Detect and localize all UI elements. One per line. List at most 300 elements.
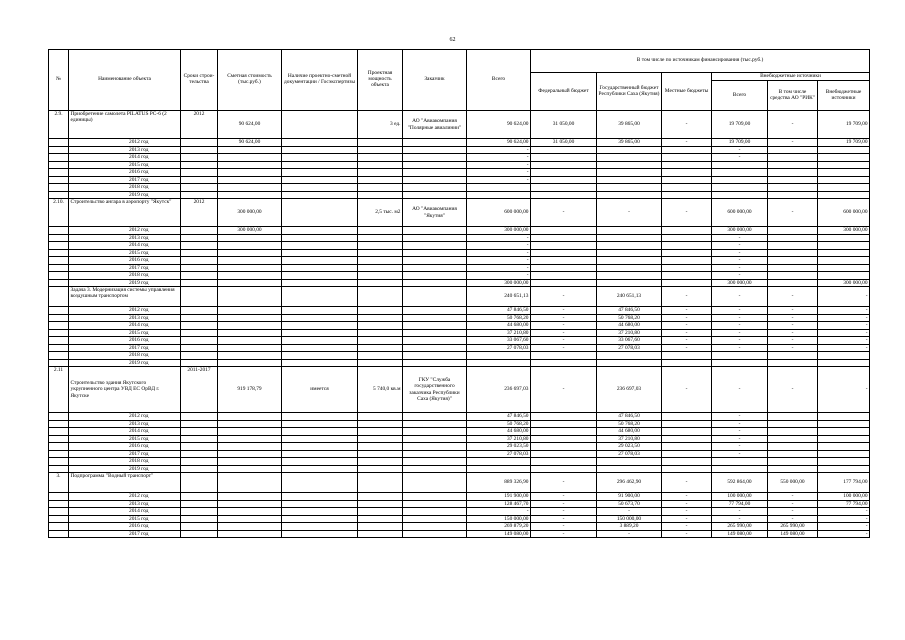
cell-loc	[662, 257, 712, 265]
header-term: Сроки строи-тельства	[181, 50, 218, 111]
cell-cap	[358, 191, 403, 199]
cell-cust	[403, 352, 467, 360]
cell-rik: -	[768, 329, 818, 337]
cell-num	[49, 413, 69, 421]
cell-name: 2018 год	[69, 184, 181, 192]
cell-num	[49, 249, 69, 257]
cell-cap	[358, 344, 403, 352]
header-name: Наименование объекта	[69, 50, 181, 111]
cell-num	[49, 264, 69, 272]
cell-oth: -	[818, 337, 870, 345]
cell-num	[49, 176, 69, 184]
cell-num	[49, 242, 69, 250]
cell-oth	[818, 249, 870, 257]
cell-rep: 39 865,00	[597, 139, 662, 147]
cell-num	[49, 420, 69, 428]
cell-obt: 19 709,00	[712, 111, 768, 139]
cell-rep: 47 846,50	[597, 307, 662, 315]
cell-cost	[218, 322, 282, 330]
cell-num	[49, 322, 69, 330]
cell-term	[181, 344, 218, 352]
cell-cost: 90 624,00	[218, 111, 282, 139]
cell-cap	[358, 264, 403, 272]
cell-cap	[358, 352, 403, 360]
cell-rep: 236 697,03	[597, 367, 662, 413]
cell-rep: 150 000,00	[597, 515, 662, 523]
cell-fed: -	[531, 344, 597, 352]
cell-obt: -	[712, 428, 768, 436]
cell-num	[49, 184, 69, 192]
cell-loc	[662, 249, 712, 257]
cell-cap	[358, 139, 403, 147]
cell-cust	[403, 443, 467, 451]
cell-rik	[768, 176, 818, 184]
cell-total: 33 067,60	[467, 337, 531, 345]
cell-loc	[662, 428, 712, 436]
cell-docs	[282, 161, 358, 169]
cell-total: 240 651,13	[467, 287, 531, 307]
cell-term	[181, 515, 218, 523]
cell-total: -	[467, 169, 531, 177]
cell-obt: 77 794,00	[712, 500, 768, 508]
cell-obt	[712, 161, 768, 169]
cell-cust: АО "Авиакомпания "Полярные авиалинии"	[403, 111, 467, 139]
cell-num	[49, 428, 69, 436]
cell-cust	[403, 523, 467, 531]
cell-cost: 300 000,00	[218, 199, 282, 227]
cell-fed	[531, 450, 597, 458]
cell-cost	[218, 161, 282, 169]
cell-loc	[662, 450, 712, 458]
cell-cust	[403, 420, 467, 428]
cell-docs	[282, 279, 358, 287]
cell-rik	[768, 249, 818, 257]
cell-rep: 50 673,70	[597, 500, 662, 508]
cell-cust	[403, 279, 467, 287]
cell-oth: -	[818, 314, 870, 322]
cell-loc	[662, 184, 712, 192]
cell-obt	[712, 176, 768, 184]
cell-name: 2017 год	[69, 450, 181, 458]
cell-oth	[818, 428, 870, 436]
cell-cost	[218, 493, 282, 501]
cell-docs	[282, 322, 358, 330]
cell-obt: -	[712, 242, 768, 250]
cell-loc	[662, 264, 712, 272]
cell-obt: -	[712, 450, 768, 458]
cell-oth	[818, 272, 870, 280]
cell-oth: 177 794,00	[818, 473, 870, 493]
cell-docs	[282, 344, 358, 352]
cell-total: -	[467, 264, 531, 272]
cell-obt: -	[712, 272, 768, 280]
cell-cust	[403, 191, 467, 199]
cell-loc	[662, 234, 712, 242]
cell-term: 2012	[181, 111, 218, 139]
table-body	[49, 111, 870, 538]
cell-cost	[218, 508, 282, 516]
cell-name: 2019 год	[69, 359, 181, 367]
table-row-year	[49, 428, 870, 436]
cell-oth	[818, 242, 870, 250]
cell-num	[49, 465, 69, 473]
cell-obt	[712, 184, 768, 192]
cell-docs	[282, 191, 358, 199]
cell-oth	[818, 169, 870, 177]
table-row-year	[49, 443, 870, 451]
cell-docs	[282, 154, 358, 162]
cell-rik: -	[768, 287, 818, 307]
cell-term	[181, 413, 218, 421]
cell-rik	[768, 428, 818, 436]
table-row-year	[49, 257, 870, 265]
cell-cost	[218, 272, 282, 280]
cell-cost	[218, 465, 282, 473]
cell-total: -	[467, 234, 531, 242]
cell-obt: -	[712, 337, 768, 345]
cell-oth: -	[818, 523, 870, 531]
cell-total: -	[467, 242, 531, 250]
cell-term	[181, 443, 218, 451]
cell-rik: -	[768, 344, 818, 352]
cell-cost	[218, 337, 282, 345]
cell-num	[49, 515, 69, 523]
cell-fed	[531, 443, 597, 451]
cell-cost	[218, 443, 282, 451]
cell-rik: -	[768, 337, 818, 345]
cell-name: 2013 год	[69, 500, 181, 508]
cell-num	[49, 435, 69, 443]
cell-loc	[662, 435, 712, 443]
cell-oth: -	[818, 329, 870, 337]
cell-fed: -	[531, 530, 597, 538]
cell-loc: -	[662, 473, 712, 493]
cell-rik	[768, 443, 818, 451]
cell-docs	[282, 450, 358, 458]
cell-oth: -	[818, 367, 870, 413]
cell-fed	[531, 465, 597, 473]
cell-docs	[282, 493, 358, 501]
cell-num	[49, 344, 69, 352]
cell-loc: -	[662, 530, 712, 538]
cell-oth	[818, 413, 870, 421]
cell-fed	[531, 257, 597, 265]
cell-name: Строительство ангара в аэропорту "Якутск"	[69, 199, 181, 227]
cell-oth: -	[818, 322, 870, 330]
cell-cust	[403, 450, 467, 458]
cell-obt: -	[712, 146, 768, 154]
cell-num	[49, 352, 69, 360]
cell-oth	[818, 146, 870, 154]
cell-rep: -	[597, 199, 662, 227]
cell-obt: 265 990,00	[712, 523, 768, 531]
cell-term	[181, 523, 218, 531]
table-row-year	[49, 314, 870, 322]
cell-fed: -	[531, 314, 597, 322]
cell-cap	[358, 359, 403, 367]
cell-name: 2015 год	[69, 249, 181, 257]
page-number: 62	[449, 37, 456, 43]
cell-total: 600 000,00	[467, 199, 531, 227]
cell-term	[181, 420, 218, 428]
cell-cust	[403, 242, 467, 250]
cell-obt: -	[712, 435, 768, 443]
cell-docs	[282, 314, 358, 322]
cell-cap	[358, 493, 403, 501]
cell-loc: -	[662, 337, 712, 345]
cell-docs	[282, 523, 358, 531]
cell-total	[467, 465, 531, 473]
cell-total: 44 680,00	[467, 428, 531, 436]
header-offbudget: Внебюджетные источники	[712, 73, 870, 81]
cell-cap	[358, 176, 403, 184]
cell-docs	[282, 111, 358, 139]
cell-docs	[282, 184, 358, 192]
cell-rik	[768, 450, 818, 458]
cell-cust	[403, 530, 467, 538]
cell-rik: -	[768, 314, 818, 322]
cell-name: 2014 год	[69, 154, 181, 162]
cell-rep	[597, 146, 662, 154]
table-row-item	[49, 367, 870, 413]
cell-cap	[358, 530, 403, 538]
cell-rep: -	[597, 508, 662, 516]
cell-docs	[282, 530, 358, 538]
cell-total: 269 879,20	[467, 523, 531, 531]
cell-cap	[358, 146, 403, 154]
cell-cost	[218, 500, 282, 508]
cell-oth	[818, 176, 870, 184]
cell-num	[49, 329, 69, 337]
cell-name: 2015 год	[69, 435, 181, 443]
cell-rik	[768, 154, 818, 162]
cell-num	[49, 458, 69, 466]
cell-rik: 265 990,00	[768, 523, 818, 531]
table-row-year	[49, 184, 870, 192]
cell-oth: -	[818, 287, 870, 307]
cell-fed	[531, 176, 597, 184]
table-row-year	[49, 322, 870, 330]
cell-loc: -	[662, 500, 712, 508]
cell-fed	[531, 435, 597, 443]
cell-cost	[218, 191, 282, 199]
cell-cust	[403, 508, 467, 516]
cell-num	[49, 234, 69, 242]
cell-rep	[597, 227, 662, 235]
cell-num	[49, 257, 69, 265]
cell-num	[49, 523, 69, 531]
cell-rik: -	[768, 500, 818, 508]
cell-obt: -	[712, 508, 768, 516]
cell-total: 149 080,00	[467, 530, 531, 538]
cell-fed	[531, 146, 597, 154]
cell-name: 2019 год	[69, 191, 181, 199]
cell-term	[181, 227, 218, 235]
cell-obt: -	[712, 257, 768, 265]
cell-cap	[358, 337, 403, 345]
cell-rep: 33 067,60	[597, 337, 662, 345]
table-row-year	[49, 500, 870, 508]
cell-name: 2016 год	[69, 257, 181, 265]
cell-cost	[218, 314, 282, 322]
cell-cost	[218, 359, 282, 367]
table-row-year	[49, 515, 870, 523]
cell-loc	[662, 242, 712, 250]
table-row-year	[49, 279, 870, 287]
cell-rik: -	[768, 139, 818, 147]
header-customer: Заказчик	[403, 50, 467, 111]
cell-cust	[403, 515, 467, 523]
cell-cust	[403, 413, 467, 421]
cell-term	[181, 242, 218, 250]
cell-loc: -	[662, 515, 712, 523]
cell-oth	[818, 450, 870, 458]
cell-total	[467, 191, 531, 199]
cell-num	[49, 530, 69, 538]
table-row-year	[49, 191, 870, 199]
cell-cap: 2,5 тыс. м2	[358, 199, 403, 227]
cell-cap	[358, 161, 403, 169]
cell-total: 191 900,00	[467, 493, 531, 501]
cell-fed	[531, 352, 597, 360]
cell-oth	[818, 420, 870, 428]
cell-rep	[597, 184, 662, 192]
header-offbudget-rik: В том числе средства АО "РИК"	[768, 81, 818, 111]
cell-docs	[282, 435, 358, 443]
cell-rep: -	[597, 530, 662, 538]
cell-cost	[218, 154, 282, 162]
cell-loc	[662, 169, 712, 177]
table-row-year	[49, 264, 870, 272]
cell-fed	[531, 458, 597, 466]
cell-term	[181, 329, 218, 337]
cell-term	[181, 139, 218, 147]
cell-docs	[282, 465, 358, 473]
cell-name: 2013 год	[69, 234, 181, 242]
cell-term	[181, 530, 218, 538]
cell-cost	[218, 249, 282, 257]
cell-name: Подпрограмма "Водный транспорт"	[69, 473, 181, 493]
cell-fed: -	[531, 322, 597, 330]
cell-total: 50 768,20	[467, 314, 531, 322]
financing-table	[48, 49, 870, 538]
cell-rep	[597, 352, 662, 360]
cell-oth	[818, 264, 870, 272]
cell-name: 2013 год	[69, 146, 181, 154]
cell-loc: -	[662, 493, 712, 501]
cell-num	[49, 307, 69, 315]
cell-cust	[403, 500, 467, 508]
cell-total: -	[467, 249, 531, 257]
cell-total: 27 078,03	[467, 344, 531, 352]
cell-rik	[768, 279, 818, 287]
cell-oth	[818, 352, 870, 360]
cell-cap	[358, 287, 403, 307]
cell-cust	[403, 337, 467, 345]
cell-term	[181, 234, 218, 242]
cell-num: 2.11	[49, 367, 69, 413]
cell-cap	[358, 307, 403, 315]
cell-name: 2017 год	[69, 176, 181, 184]
cell-total: 47 846,50	[467, 307, 531, 315]
cell-cost: 300 000,00	[218, 227, 282, 235]
cell-cap	[358, 242, 403, 250]
cell-fed	[531, 191, 597, 199]
cell-cap	[358, 413, 403, 421]
cell-loc	[662, 161, 712, 169]
cell-docs	[282, 176, 358, 184]
cell-fed	[531, 272, 597, 280]
cell-cust	[403, 344, 467, 352]
cell-name: 2014 год	[69, 242, 181, 250]
cell-fed: -	[531, 508, 597, 516]
cell-docs	[282, 139, 358, 147]
cell-docs	[282, 264, 358, 272]
cell-cost	[218, 530, 282, 538]
table-row-year	[49, 523, 870, 531]
cell-fed	[531, 234, 597, 242]
cell-oth	[818, 161, 870, 169]
cell-cost	[218, 428, 282, 436]
cell-cust	[403, 435, 467, 443]
cell-fed	[531, 279, 597, 287]
cell-rik: -	[768, 367, 818, 413]
cell-name: 2018 год	[69, 458, 181, 466]
cell-oth: 19 709,00	[818, 139, 870, 147]
cell-docs	[282, 234, 358, 242]
cell-oth: 300 000,00	[818, 279, 870, 287]
cell-cap	[358, 322, 403, 330]
cell-obt: 592 864,00	[712, 473, 768, 493]
cell-obt: 600 000,00	[712, 199, 768, 227]
cell-total: 29 023,50	[467, 443, 531, 451]
cell-num	[49, 500, 69, 508]
cell-num: 3.	[49, 473, 69, 493]
cell-docs	[282, 227, 358, 235]
cell-cost	[218, 413, 282, 421]
cell-obt: -	[712, 443, 768, 451]
cell-fed: -	[531, 199, 597, 227]
cell-rik	[768, 264, 818, 272]
cell-fed: -	[531, 473, 597, 493]
cell-cust	[403, 227, 467, 235]
cell-rep	[597, 465, 662, 473]
cell-cost	[218, 287, 282, 307]
cell-rik	[768, 161, 818, 169]
cell-docs	[282, 337, 358, 345]
cell-loc	[662, 443, 712, 451]
cell-docs	[282, 458, 358, 466]
cell-cap	[358, 420, 403, 428]
cell-obt: -	[712, 154, 768, 162]
table-row-year	[49, 530, 870, 538]
cell-cost	[218, 473, 282, 493]
cell-term	[181, 184, 218, 192]
cell-obt: -	[712, 344, 768, 352]
cell-cust	[403, 161, 467, 169]
cell-cost	[218, 352, 282, 360]
cell-rep: 27 078,03	[597, 344, 662, 352]
cell-rik: 149 080,00	[768, 530, 818, 538]
table-row-year	[49, 227, 870, 235]
cell-fed: -	[531, 493, 597, 501]
cell-docs	[282, 307, 358, 315]
cell-rep: 296 462,90	[597, 473, 662, 493]
cell-name: 2012 год	[69, 139, 181, 147]
cell-term	[181, 272, 218, 280]
cell-term	[181, 428, 218, 436]
cell-rep: 91 900,00	[597, 493, 662, 501]
